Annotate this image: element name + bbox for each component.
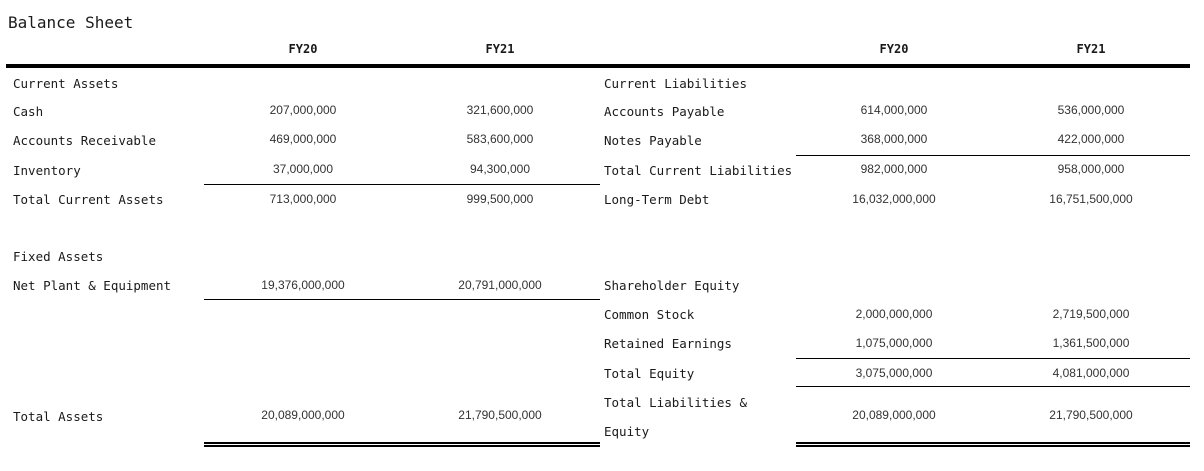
inventory-label: Inventory xyxy=(13,163,81,178)
notes-payable-fy20: 368,000,000 xyxy=(860,132,928,146)
inventory-fy20: 37,000,000 xyxy=(272,162,334,176)
inventory-fy21: 94,300,000 xyxy=(469,162,531,176)
total-current-liabilities-fy20: 982,000,000 xyxy=(860,162,928,176)
accounts-payable-fy20: 614,000,000 xyxy=(860,103,928,117)
total-liabilities-equity-label-line1: Total Liabilities & xyxy=(604,395,747,410)
long-term-debt-fy21: 16,751,500,000 xyxy=(1049,192,1133,206)
net-plant-fy20: 19,376,000,000 xyxy=(261,278,345,292)
long-term-debt-fy20: 16,032,000,000 xyxy=(852,192,936,206)
total-current-assets-fy20: 713,000,000 xyxy=(269,192,337,206)
notes-payable-label: Notes Payable xyxy=(604,133,702,148)
total-current-liabilities-fy21: 958,000,000 xyxy=(1057,162,1125,176)
current-liabilities-heading: Current Liabilities xyxy=(604,76,747,91)
accounts-receivable-fy20: 469,000,000 xyxy=(269,132,337,146)
fixed-assets-heading: Fixed Assets xyxy=(13,249,104,264)
page-title: Balance Sheet xyxy=(8,13,134,32)
subtotal-rule xyxy=(204,184,600,185)
total-equity-fy20: 3,075,000,000 xyxy=(855,366,933,380)
total-double-rule xyxy=(796,442,1190,447)
subtotal-rule xyxy=(796,386,1190,387)
net-plant-label: Net Plant & Equipment xyxy=(13,278,172,293)
retained-earnings-fy21: 1,361,500,000 xyxy=(1052,336,1130,350)
subtotal-rule xyxy=(204,299,600,300)
net-plant-fy21: 20,791,000,000 xyxy=(458,278,542,292)
retained-earnings-fy20: 1,075,000,000 xyxy=(855,336,933,350)
total-assets-label: Total Assets xyxy=(13,409,104,424)
shareholder-equity-heading: Shareholder Equity xyxy=(604,278,740,293)
accounts-payable-fy21: 536,000,000 xyxy=(1057,103,1125,117)
accounts-receivable-fy21: 583,600,000 xyxy=(466,132,534,146)
subtotal-rule xyxy=(796,358,1190,359)
total-liabilities-equity-label-line2: Equity xyxy=(604,424,650,439)
current-assets-heading: Current Assets xyxy=(13,76,119,91)
long-term-debt-label: Long-Term Debt xyxy=(604,192,710,207)
total-double-rule xyxy=(204,442,600,447)
total-equity-label: Total Equity xyxy=(604,366,695,381)
accounts-payable-label: Accounts Payable xyxy=(604,104,725,119)
total-liabilities-equity-fy20: 20,089,000,000 xyxy=(852,408,936,422)
header-right-fy21: FY21 xyxy=(1076,42,1106,56)
total-assets-fy21: 21,790,500,000 xyxy=(458,408,542,422)
common-stock-fy20: 2,000,000,000 xyxy=(855,307,933,321)
cash-fy21: 321,600,000 xyxy=(466,103,534,117)
notes-payable-fy21: 422,000,000 xyxy=(1057,132,1125,146)
cash-label: Cash xyxy=(13,104,44,119)
total-equity-fy21: 4,081,000,000 xyxy=(1052,366,1130,380)
accounts-receivable-label: Accounts Receivable xyxy=(13,133,156,148)
header-left-fy20: FY20 xyxy=(288,42,318,56)
subtotal-rule xyxy=(796,155,1190,156)
header-divider xyxy=(6,64,1190,68)
common-stock-label: Common Stock xyxy=(604,307,695,322)
total-liabilities-equity-fy21: 21,790,500,000 xyxy=(1049,408,1133,422)
total-current-liabilities-label: Total Current Liabilities xyxy=(604,163,793,178)
total-current-assets-label: Total Current Assets xyxy=(13,192,164,207)
retained-earnings-label: Retained Earnings xyxy=(604,336,732,351)
common-stock-fy21: 2,719,500,000 xyxy=(1052,307,1130,321)
header-right-fy20: FY20 xyxy=(879,42,909,56)
total-assets-fy20: 20,089,000,000 xyxy=(261,408,345,422)
header-left-fy21: FY21 xyxy=(485,42,515,56)
cash-fy20: 207,000,000 xyxy=(269,103,337,117)
total-current-assets-fy21: 999,500,000 xyxy=(466,192,534,206)
